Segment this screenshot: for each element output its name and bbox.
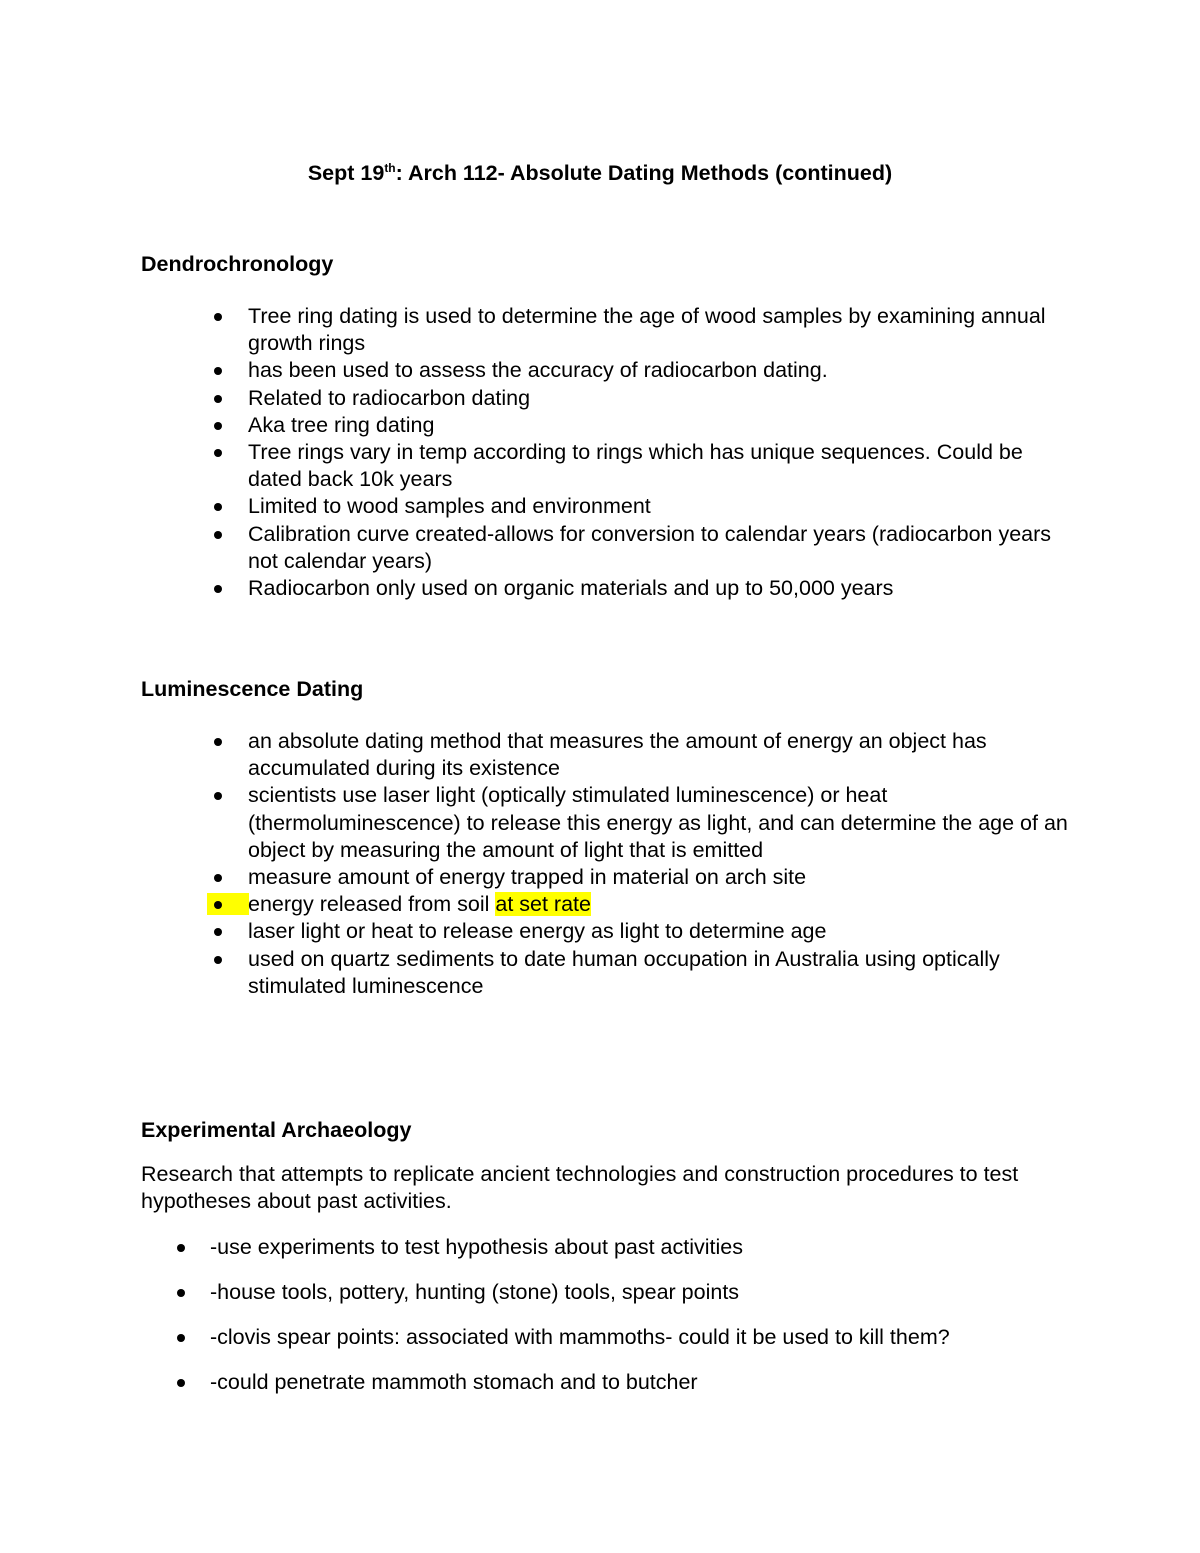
luminescence-list xyxy=(141,728,1071,1000)
list-item: Tree rings vary in temp according to rings which has unique sequences. Could be dated back 10k years xyxy=(141,439,1071,493)
list-item: an absolute dating method that measures the amount of energy an object has accumulated during its existence xyxy=(141,728,1071,782)
title-text: : Arch 112- Absolute Dating Methods (continued) xyxy=(395,161,893,185)
list-item: -use experiments to test hypothesis about past activities xyxy=(141,1234,1071,1261)
list-item: scientists use laser light (optically stimulated luminescence) or heat (thermoluminescence) to release this energy as light, and can determine the age of an object by measuring the amount of light that is emitted xyxy=(141,782,1071,864)
list-item: laser light or heat to release energy as light to determine age xyxy=(141,918,1071,945)
list-item: has been used to assess the accuracy of radiocarbon dating. xyxy=(141,357,1071,384)
section-heading-dendrochronology: Dendrochronology xyxy=(141,252,334,276)
list-item: measure amount of energy trapped in material on arch site xyxy=(141,864,1071,891)
list-item: used on quartz sediments to date human occupation in Australia using optically stimulated luminescence xyxy=(141,946,1071,1000)
list-item: Aka tree ring dating xyxy=(141,412,1071,439)
highlight-marker xyxy=(207,893,249,915)
list-item: Related to radiocarbon dating xyxy=(141,385,1071,412)
highlighted-text: at set rate xyxy=(495,892,591,917)
section-heading-experimental-archaeology: Experimental Archaeology xyxy=(141,1118,412,1142)
title-date: Sept 19 xyxy=(307,161,385,185)
title-date-suffix: th xyxy=(384,161,396,175)
list-item: Tree ring dating is used to determine the age of wood samples by examining annual growth rings xyxy=(141,303,1071,357)
section-paragraph: Research that attempts to replicate ancient technologies and construction procedures to test hypotheses about past activities. xyxy=(141,1162,1019,1214)
list-item: -clovis spear points: associated with mammoths- could it be used to kill them? xyxy=(141,1324,1071,1351)
list-item: -could penetrate mammoth stomach and to butcher xyxy=(141,1369,1071,1396)
list-item: Calibration curve created-allows for conversion to calendar years (radiocarbon years not calendar years) xyxy=(141,521,1071,575)
page-title xyxy=(0,158,1200,188)
experimental-list xyxy=(141,1234,1071,1414)
section-heading-luminescence-dating: Luminescence Dating xyxy=(141,677,364,701)
list-item-highlighted xyxy=(141,891,1071,918)
list-item: Limited to wood samples and environment xyxy=(141,493,1071,520)
list-item-text: energy released from soil xyxy=(248,892,496,917)
list-item: -house tools, pottery, hunting (stone) tools, spear points xyxy=(141,1279,1071,1306)
dendrochronology-list xyxy=(141,303,1071,602)
list-item: Radiocarbon only used on organic materials and up to 50,000 years xyxy=(141,575,1071,602)
